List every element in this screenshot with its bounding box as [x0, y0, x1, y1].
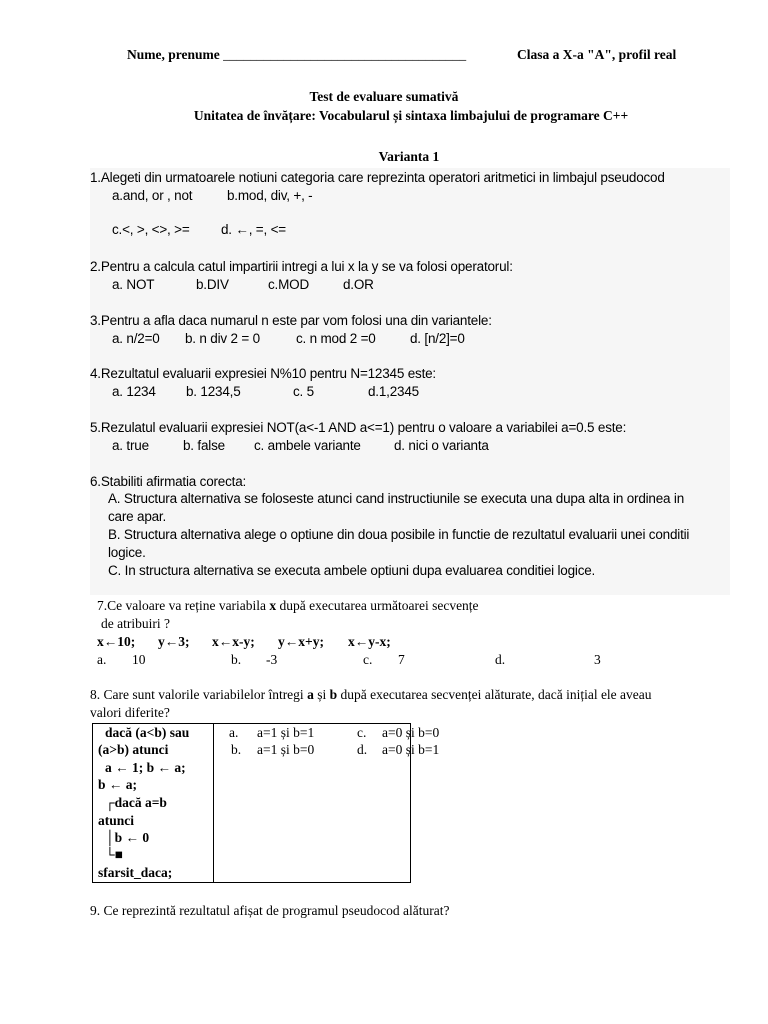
q9-text: 9. Ce reprezintă rezultatul afișat de programul pseudocod alăturat? — [90, 903, 450, 918]
q7-variable: x — [269, 598, 277, 613]
q7-option-c-value[interactable]: 7 — [398, 652, 405, 667]
q7-option-a-letter[interactable]: a. — [97, 652, 107, 667]
q7-code-2: y←3; — [158, 634, 190, 649]
q8-code-line-5: ┌dacă a=b — [105, 795, 167, 810]
q8-text-line2: valori diferite? — [90, 705, 170, 720]
q3-option-b[interactable]: b. n div 2 = 0 — [185, 331, 260, 346]
q1-option-d[interactable]: d. ←, =, <= — [221, 222, 286, 237]
q7-option-c-letter[interactable]: c. — [363, 652, 373, 667]
q3-option-a[interactable]: a. n/2=0 — [112, 331, 160, 346]
name-field — [127, 47, 466, 63]
name-label: Nume, prenume — [127, 47, 224, 62]
q6-text: 6.Stabiliti afirmatia corecta: — [90, 474, 247, 489]
q8-code-line-9: sfarsit_daca; — [98, 865, 173, 880]
q7-code-4: y←x+y; — [278, 634, 324, 649]
q8-var-a: a — [307, 687, 314, 702]
q5-option-d[interactable]: d. nici o varianta — [394, 438, 489, 453]
q7-code-3: x←x-y; — [212, 634, 255, 649]
q8-code-line-8: └■ — [105, 847, 123, 862]
q8-code-line-3: a ← 1; b ← a; — [105, 760, 186, 775]
q2-option-d[interactable]: d.OR — [343, 277, 374, 292]
q1-option-c[interactable]: c.<, >, <>, >= — [112, 222, 190, 237]
q6-option-a-cont: care apar. — [108, 509, 167, 524]
q8-code-cell — [93, 724, 214, 883]
q7-code-1: x←10; — [97, 634, 136, 649]
name-line: ____________________________________ — [223, 47, 467, 62]
q5-text: 5.Rezulatul evaluarii expresiei NOT(a<-1 AND a<=1) pentru o valoare a variabilei a=0.5 este: — [90, 420, 627, 435]
q8-code-line-1: dacă (a<b) sau — [105, 725, 190, 740]
q7-option-d-value[interactable]: 3 — [594, 652, 601, 667]
q6-option-b[interactable]: B. Structura alternativa alege o optiune din doua posibile in functie de rezultatul evaluarii unei conditii — [108, 527, 690, 542]
q6-option-c[interactable]: C. In structura alternativa se executa ambele optiuni dupa evaluarea conditiei logice. — [108, 563, 596, 578]
q8-code-line-4: b ← a; — [98, 777, 138, 792]
q8-text — [90, 687, 652, 703]
q4-option-c[interactable]: c. 5 — [293, 384, 314, 399]
q7-text — [97, 598, 479, 614]
variant-title: Varianta 1 — [378, 149, 440, 164]
q8-option-d-letter[interactable]: d. — [357, 742, 368, 757]
q2-option-a[interactable]: a. NOT — [112, 277, 155, 292]
q2-text: 2.Pentru a calcula catul impartirii intregi a lui x la y se va folosi operatorul: — [90, 259, 513, 274]
q8-var-b: b — [329, 687, 338, 702]
q8-code-line-7: │b ← 0 — [105, 830, 150, 845]
q1-option-a[interactable]: a.and, or , not — [112, 188, 193, 203]
q8-text-part1: 8. Care sunt valorile variabilelor întregi — [90, 687, 308, 702]
q4-option-b[interactable]: b. 1234,5 — [186, 384, 241, 399]
class-label: Clasa a X-a "A", profil real — [517, 47, 677, 62]
q8-answers-cell — [214, 724, 440, 883]
q8-text-part2: după executarea secvenței alăturate, dacă inițial ele aveau — [337, 687, 652, 702]
q7-option-b-value[interactable]: -3 — [266, 652, 278, 667]
q5-option-b[interactable]: b. false — [183, 438, 225, 453]
q8-and: și — [313, 687, 330, 702]
q7-option-a-value[interactable]: 10 — [132, 652, 146, 667]
q2-option-b[interactable]: b.DIV — [196, 277, 229, 292]
q8-option-c[interactable]: a=0 și b=0 — [382, 725, 440, 740]
q8-code-line-2: (a>b) atunci — [98, 742, 169, 757]
q3-option-c[interactable]: c. n mod 2 =0 — [296, 331, 376, 346]
q4-option-a[interactable]: a. 1234 — [112, 384, 156, 399]
q4-option-d[interactable]: d.1,2345 — [368, 384, 419, 399]
unit-title: Unitatea de învățare: Vocabularul și sintaxa limbajului de programare C++ — [193, 108, 629, 123]
q3-option-d[interactable]: d. [n/2]=0 — [410, 331, 465, 346]
q1-text: 1.Alegeti din urmatoarele notiuni categoria care reprezinta operatori aritmetici in limbajul pseudocod — [90, 170, 665, 185]
q8-option-d[interactable]: a=0 și b=1 — [382, 742, 440, 757]
q7-text-line2: de atribuiri ? — [101, 616, 170, 631]
q5-option-c[interactable]: c. ambele variante — [254, 438, 361, 453]
test-title: Test de evaluare sumativă — [309, 89, 459, 104]
q7-text-part2: după executarea următoarei secvențe — [276, 598, 479, 613]
q8-table — [92, 723, 440, 883]
q1-option-b[interactable]: b.mod, div, +, - — [227, 188, 313, 203]
q8-option-a-letter[interactable]: a. — [229, 725, 239, 740]
q7-code-5: x←y-x; — [348, 634, 391, 649]
q8-option-b[interactable]: a=1 și b=0 — [257, 742, 315, 757]
q6-option-a[interactable]: A. Structura alternativa se foloseste atunci cand instructiunile se executa una dupa alta in ordinea in — [108, 491, 685, 506]
q7-option-d-letter[interactable]: d. — [495, 652, 506, 667]
q7-text-part1: 7.Ce valoare va reține variabila — [97, 598, 270, 613]
q7-option-b-letter[interactable]: b. — [231, 652, 242, 667]
q8-option-c-letter[interactable]: c. — [357, 725, 367, 740]
q8-code-line-6: atunci — [98, 813, 135, 828]
q8-option-b-letter[interactable]: b. — [231, 742, 242, 757]
q3-text: 3.Pentru a afla daca numarul n este par vom folosi una din variantele: — [90, 313, 492, 328]
q5-option-a[interactable]: a. true — [112, 438, 149, 453]
q2-option-c[interactable]: c.MOD — [268, 277, 309, 292]
q4-text: 4.Rezultatul evaluarii expresiei N%10 pentru N=12345 este: — [90, 366, 436, 381]
q6-option-b-cont: logice. — [108, 545, 146, 560]
q8-option-a[interactable]: a=1 și b=1 — [257, 725, 315, 740]
